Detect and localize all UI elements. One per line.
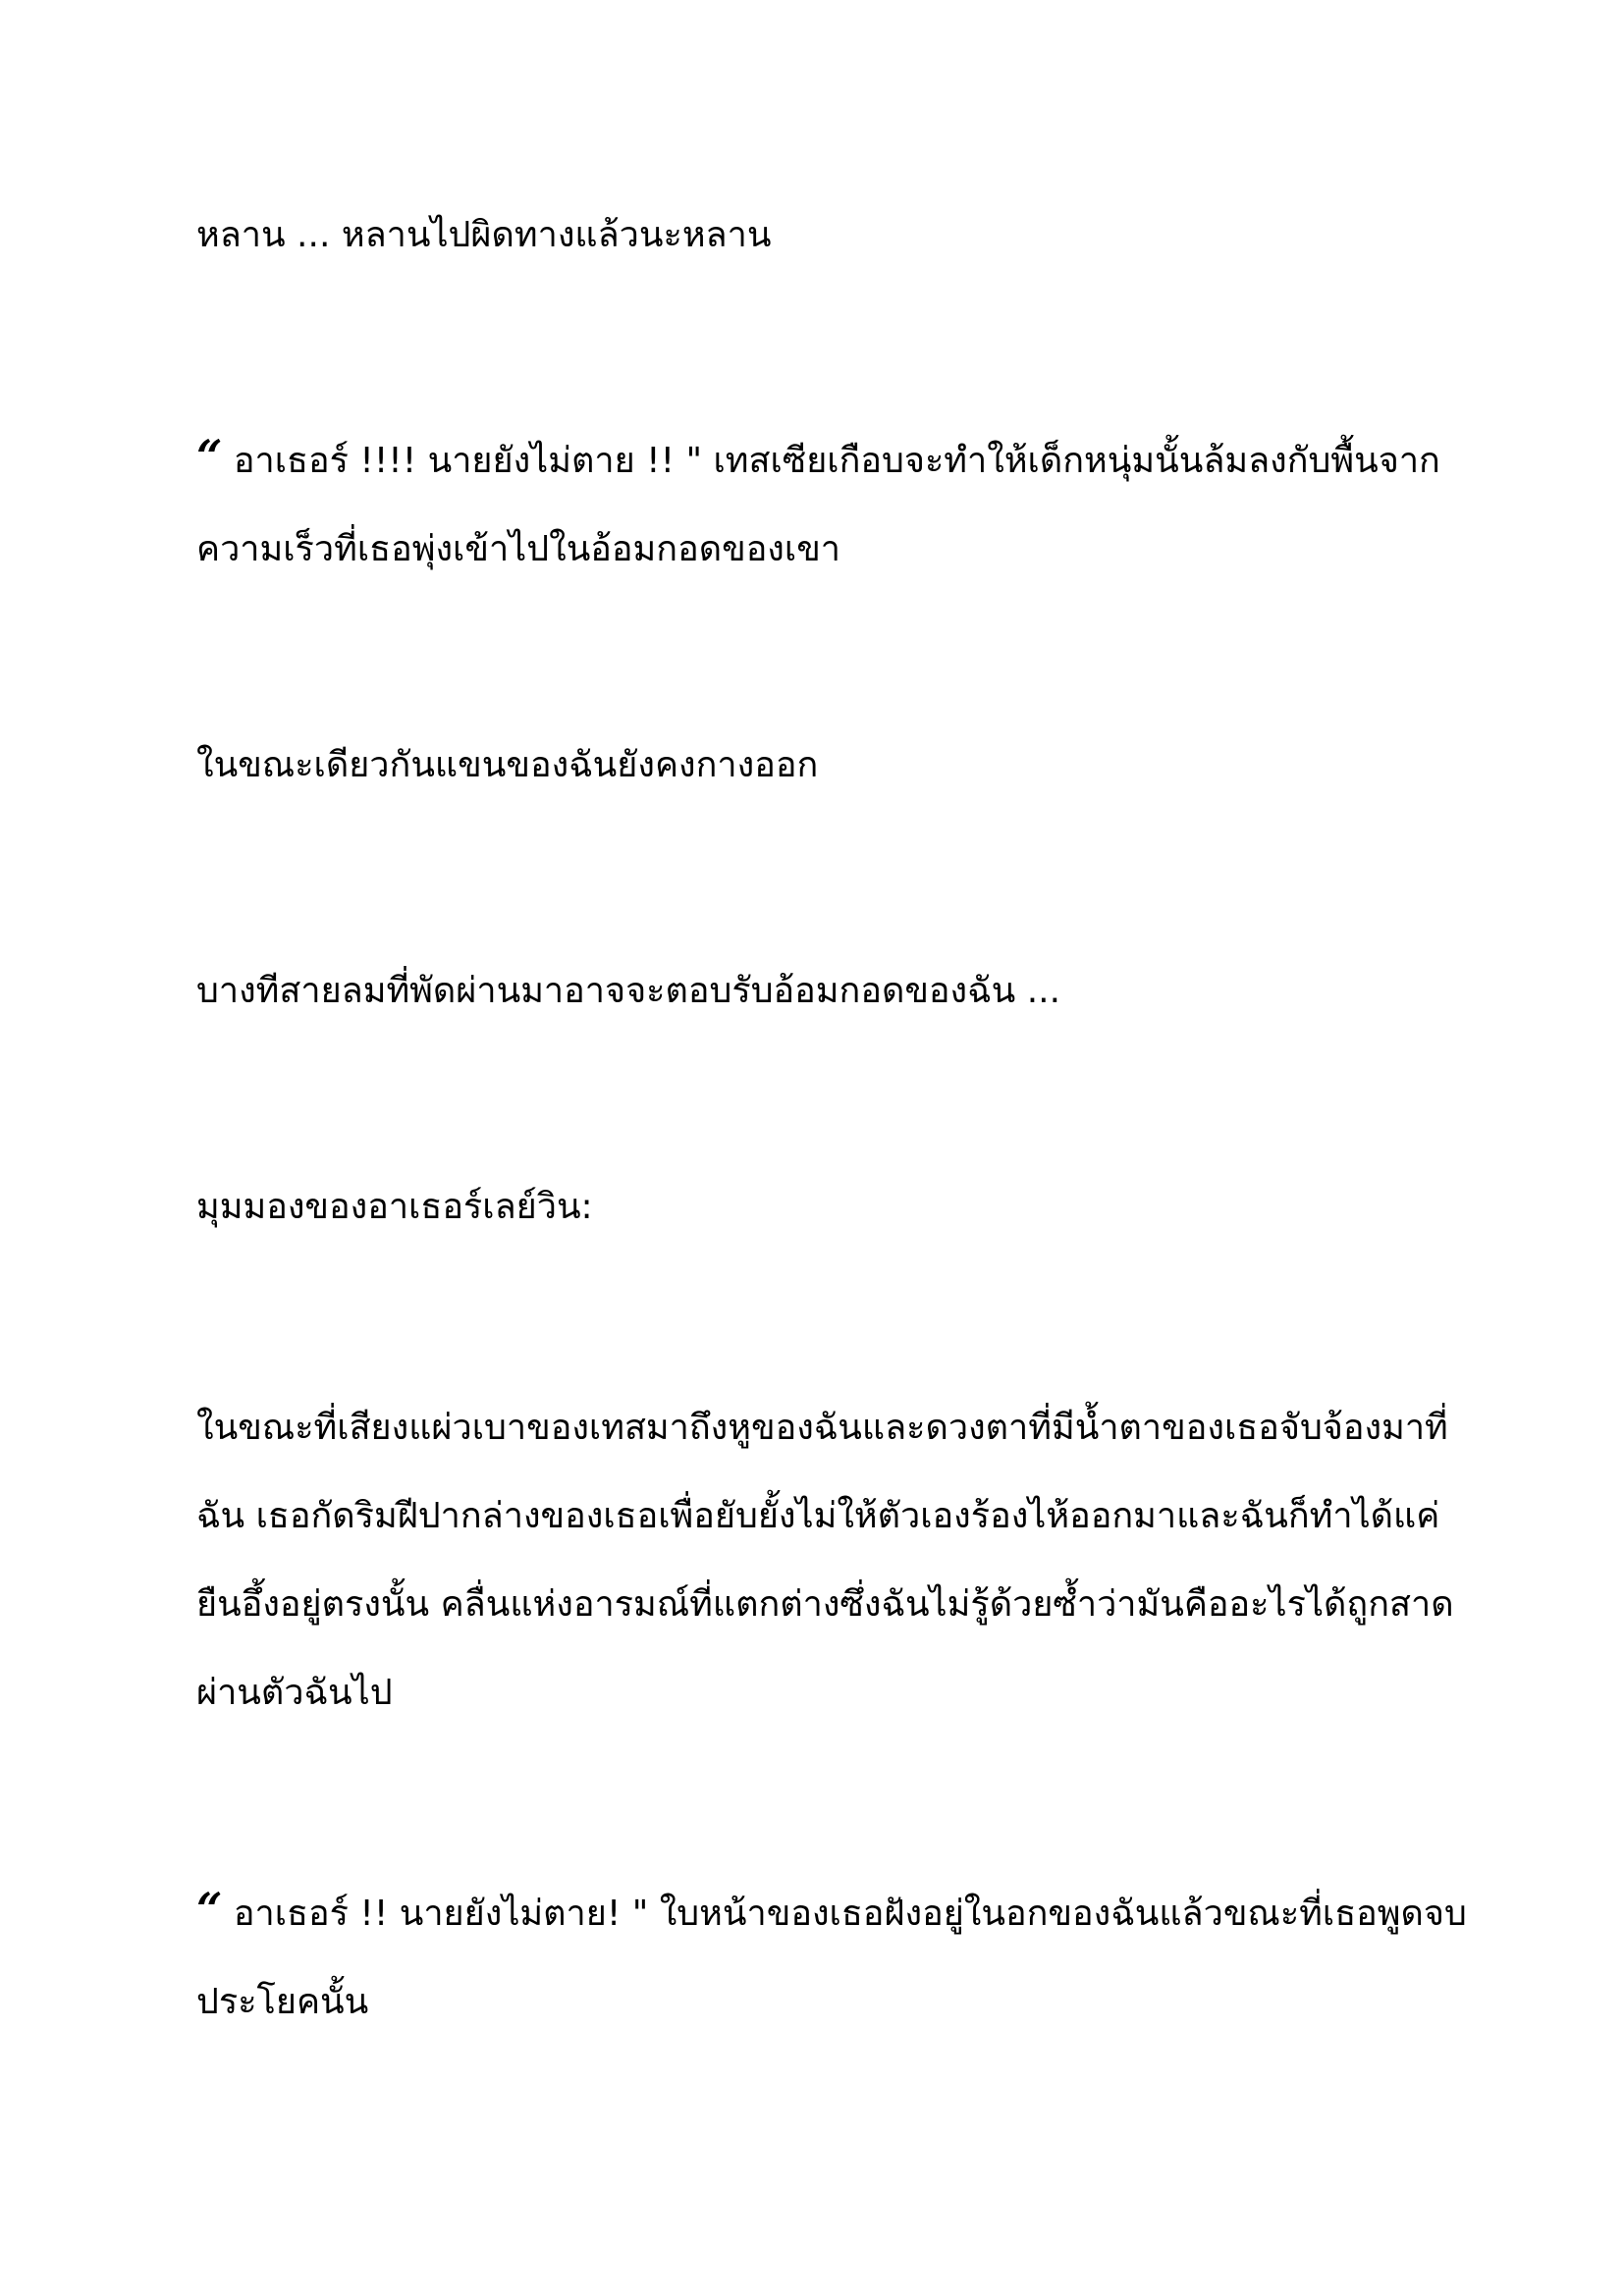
paragraph-line: ในขณะที่เสียงแผ่วเบาของเทสมาถึงหูของฉันและดวงตาที่มีน้ำตาของเธอจับจ้องมาที่ <box>196 1408 1448 1448</box>
paragraph-line: ผ่านตัวฉันไป <box>196 1673 393 1713</box>
paragraph-line: ประโยคนั้น <box>196 1982 369 2022</box>
paragraph-5 <box>196 1163 1434 1252</box>
paragraph-6 <box>196 1384 1454 1737</box>
paragraph-line: ฉัน เธอกัดริมฝีปากล่างของเธอเพื่อยับยั้งไม่ให้ตัวเองร้องไห้ออกมาและฉันก็ทำได้แค่ <box>196 1496 1440 1536</box>
paragraph-line-text: อาเธอร์ !! นายยังไม่ตาย! " ใบหน้าของเธอฝังอยู่ในอกของฉันแล้วขณะที่เธอพูดจบ <box>222 1894 1467 1934</box>
paragraph-1 <box>196 191 1434 280</box>
paragraph-2 <box>196 412 1440 594</box>
paragraph-line: ความเร็วที่เธอพุ่งเข้าไปในอ้อมกอดของเขา <box>196 529 841 569</box>
paragraph-line: ในขณะเดียวกันแขนของฉันยังคงกางออก <box>196 745 819 785</box>
paragraph-line <box>196 412 1440 506</box>
paragraph-line <box>196 1865 1467 1958</box>
paragraph-4 <box>196 947 1434 1036</box>
open-quote-mark: “ <box>196 1883 223 1936</box>
paragraph-line: หลาน ... หลานไปผิดทางแล้วนะหลาน <box>196 215 772 255</box>
paragraph-3 <box>196 721 1434 810</box>
paragraph-7 <box>196 1865 1467 2047</box>
paragraph-line: บางทีสายลมที่พัดผ่านมาอาจจะตอบรับอ้อมกอดของฉัน ... <box>196 971 1061 1011</box>
paragraph-line-text: อาเธอร์ !!!! นายยังไม่ตาย !! " เทสเซียเกือบจะทำให้เด็กหนุ่มนั้นล้มลงกับพื้นจาก <box>222 441 1440 481</box>
open-quote-mark: “ <box>196 430 223 483</box>
paragraph-line: ยืนอึ้งอยู่ตรงนั้น คลื่นแห่งอารมณ์ที่แตกต่างซึ่งฉันไม่รู้ด้วยซ้ำว่ามันคืออะไรได้ถูกสาด <box>196 1584 1454 1625</box>
paragraph-line: มุมมองของอาเธอร์เลย์วิน: <box>196 1187 593 1227</box>
